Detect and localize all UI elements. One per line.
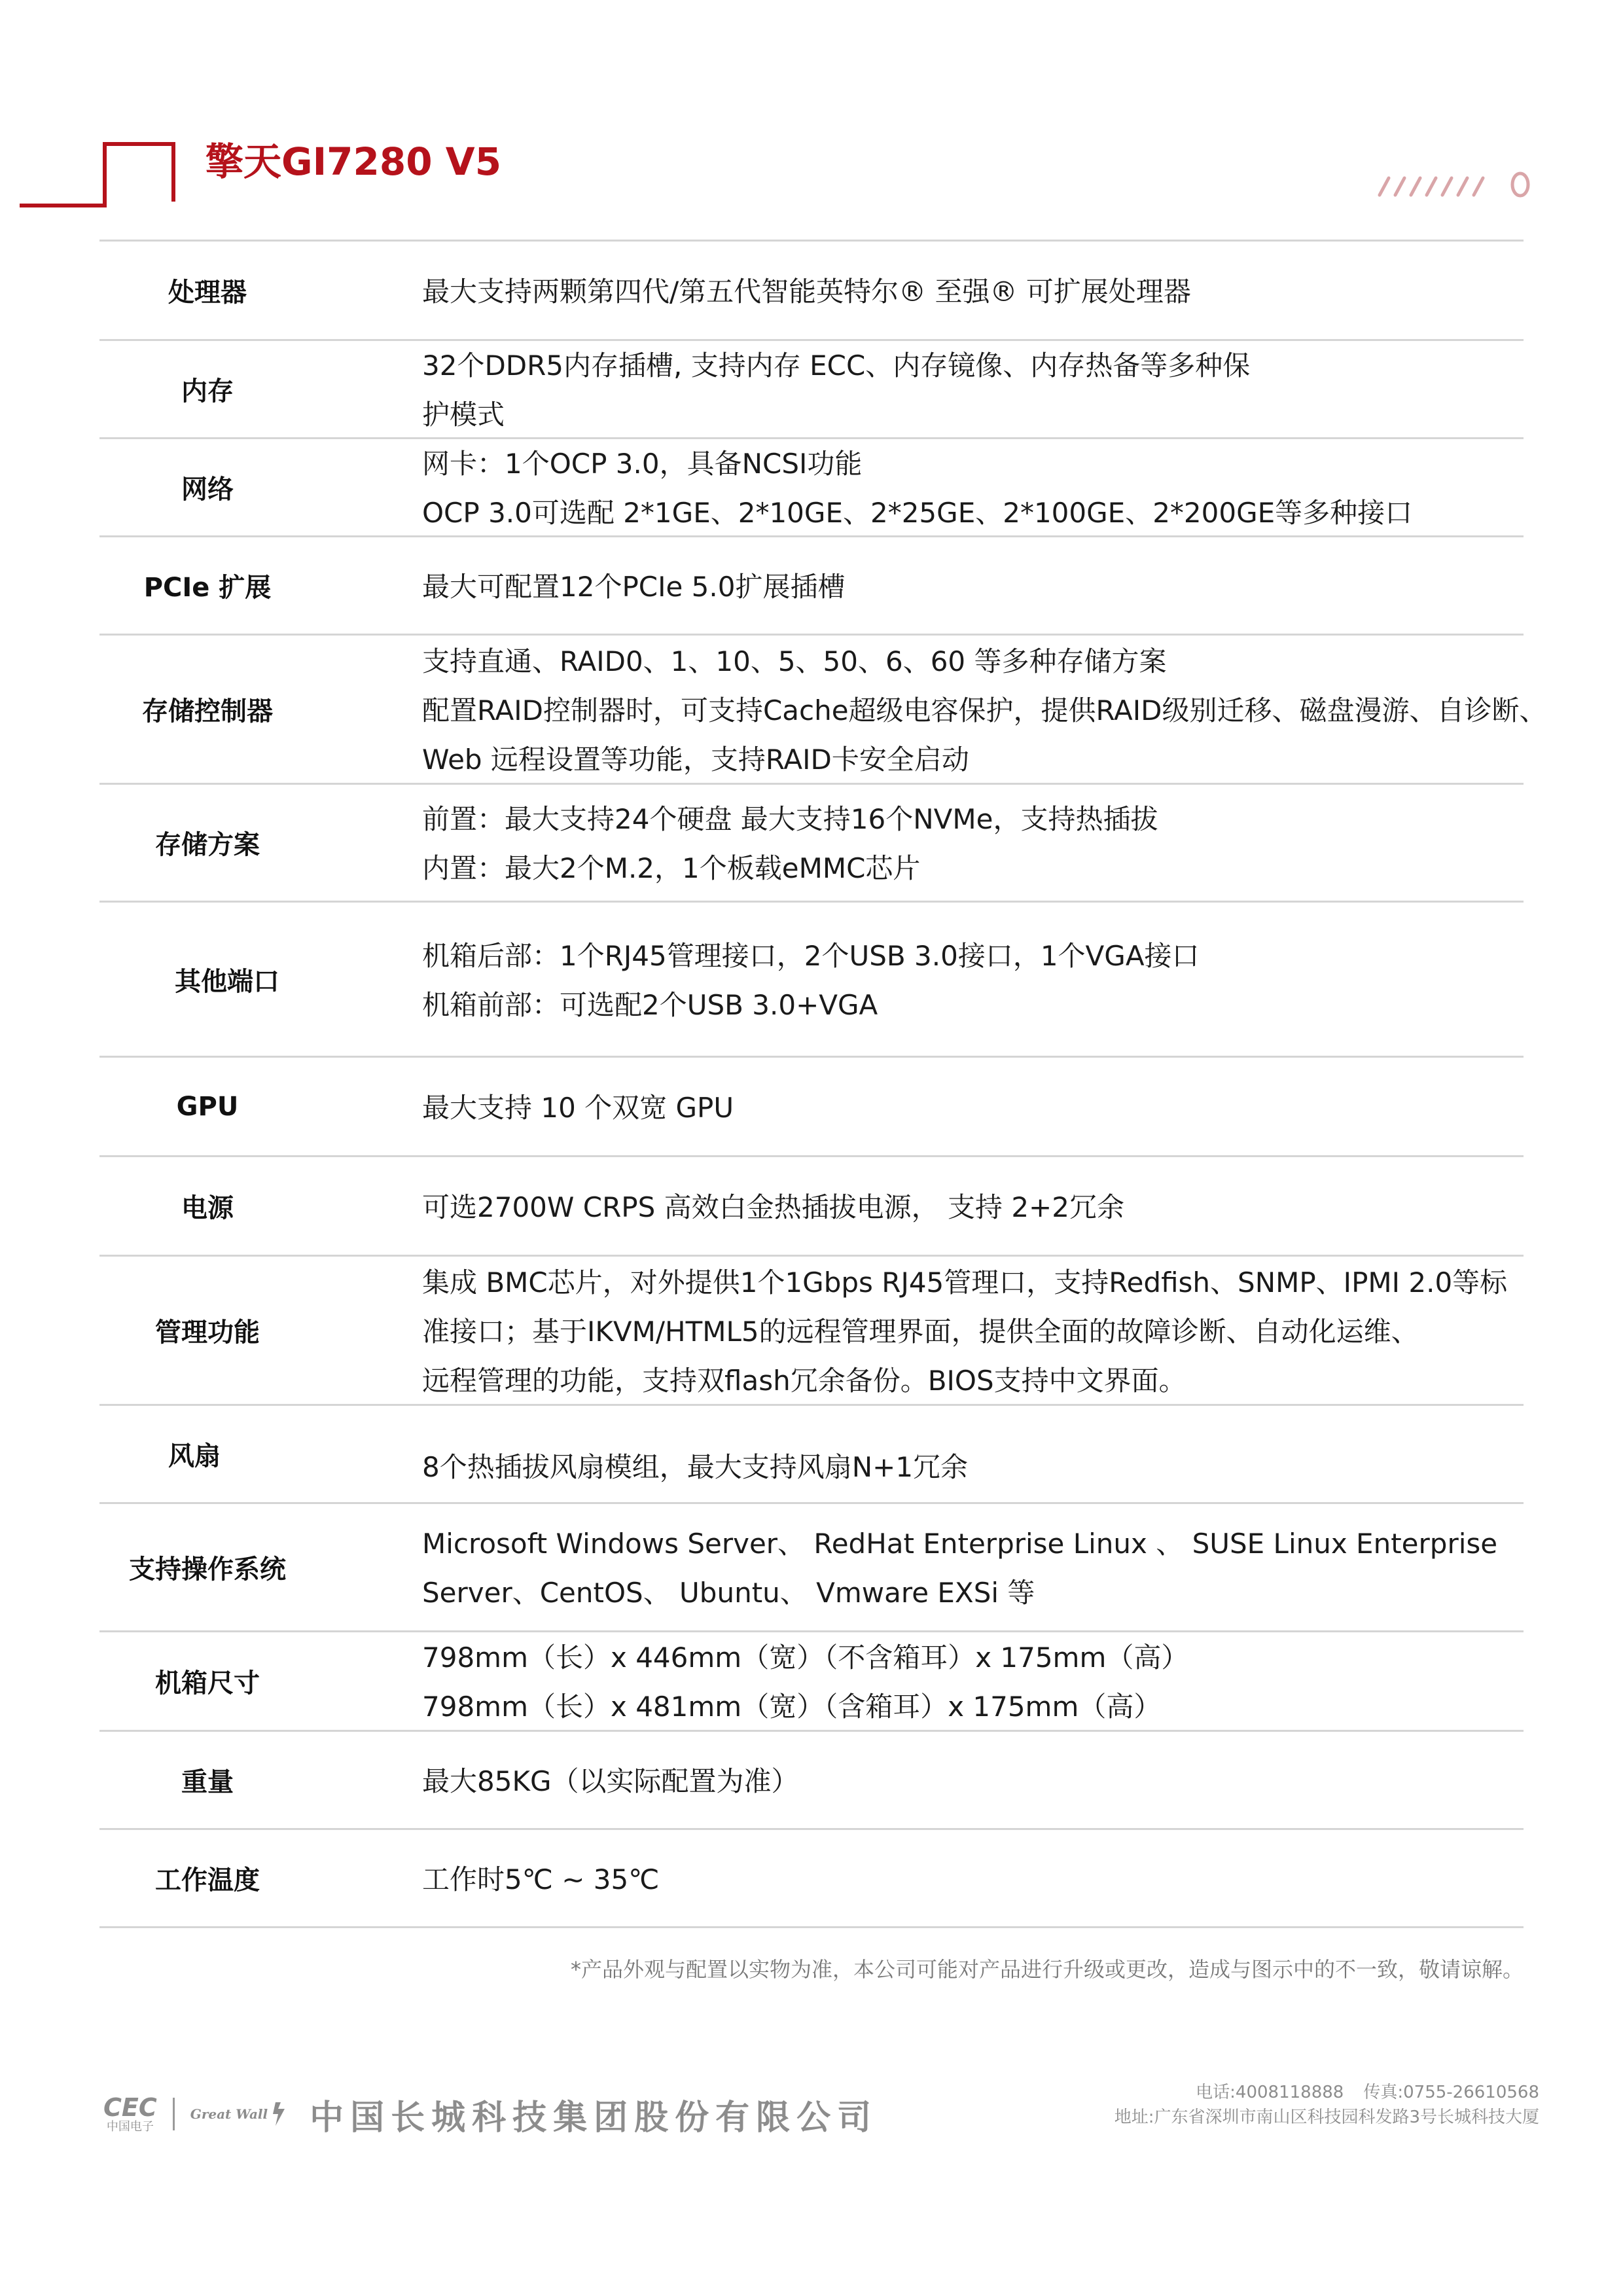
spec-value-line: 32个DDR5内存插槽, 支持内存 ECC、内存镜像、内存热备等多种保 <box>422 350 1251 382</box>
greatwall-brush-icon <box>270 2100 290 2128</box>
spec-value <box>422 795 1524 893</box>
cec-logo-subtext: 中国电子 <box>106 2120 154 2134</box>
greatwall-logo-text: Great Wall <box>190 2106 268 2122</box>
spec-row <box>99 242 1524 341</box>
spec-row <box>99 1632 1524 1732</box>
spec-value <box>422 1519 1524 1617</box>
spec-table <box>99 242 1547 1928</box>
cec-logo-text: CEC <box>103 2093 157 2122</box>
spec-value <box>422 1083 1524 1132</box>
spec-label: 内存 <box>181 376 234 406</box>
spec-value-line: 支持直通、RAID0、1、10、5、50、6、60 等多种存储方案 <box>422 645 1167 677</box>
contact-phone-fax <box>1115 2080 1539 2105</box>
spec-value-line: 8个热插拔风扇模组，最大支持风扇N+1冗余 <box>422 1450 969 1483</box>
spec-label: 重量 <box>181 1767 234 1797</box>
phone-number: 电话:4008118888 <box>1196 2083 1344 2102</box>
spec-value <box>422 1258 1524 1405</box>
spec-value-line: 798mm（长）x 446mm（宽）（不含箱耳）x 175mm（高） <box>422 1641 1189 1674</box>
greatwall-logo <box>190 2100 290 2128</box>
product-title: 擎天GI7280 V5 <box>205 139 502 184</box>
spec-value <box>422 1633 1524 1731</box>
fax-number: 传真:0755-26610568 <box>1363 2083 1539 2102</box>
spec-label: 其他端口 <box>175 966 279 997</box>
footer-logos <box>103 2088 878 2140</box>
spec-value-line: 远程管理的功能，支持双flash冗余备份。BIOS支持中文界面。 <box>422 1364 1186 1397</box>
spec-value-line: 内置：最大2个M.2，1个板载eMMC芯片 <box>422 852 921 884</box>
spec-value <box>422 562 1524 611</box>
spec-row <box>99 1157 1524 1257</box>
spec-row <box>99 439 1524 537</box>
spec-value-line: 机箱后部：1个RJ45管理接口，2个USB 3.0接口，1个VGA接口 <box>422 939 1200 972</box>
spec-value-line: Microsoft Windows Server、 RedHat Enterprise Linux 、 SUSE Linux Enterprise <box>422 1528 1498 1560</box>
spec-label: GPU <box>176 1091 239 1122</box>
spec-value-line: 798mm（长）x 481mm（宽）（含箱耳）x 175mm（高） <box>422 1691 1162 1723</box>
company-address: 地址:广东省深圳市南山区科技园科发路3号长城科技大厦 <box>1114 2108 1539 2127</box>
spec-value <box>422 1757 1524 1806</box>
spec-value-line: 最大支持两颗第四代/第五代智能英特尔® 至强® 可扩展处理器 <box>422 275 1191 308</box>
spec-value-line: 最大可配置12个PCIe 5.0扩展插槽 <box>422 570 846 603</box>
spec-label: 处理器 <box>168 278 247 308</box>
spec-label: 管理功能 <box>155 1318 260 1348</box>
spec-row <box>99 1406 1524 1504</box>
spec-value-line: 最大85KG（以实际配置为准） <box>422 1765 799 1797</box>
company-name: 中国长城科技集团股份有限公司 <box>310 2098 878 2138</box>
spec-value-line: 护模式 <box>422 399 505 431</box>
spec-value <box>422 1443 1524 1492</box>
spec-row <box>99 785 1524 903</box>
spec-row <box>99 903 1524 1058</box>
spec-value-line: 最大支持 10 个双宽 GPU <box>422 1091 734 1124</box>
contact-block <box>1115 2080 1539 2130</box>
spec-label: 机箱尺寸 <box>155 1668 260 1698</box>
spec-value <box>422 931 1524 1030</box>
spec-value <box>422 439 1524 537</box>
spec-label: 存储方案 <box>155 830 260 860</box>
spec-label: 存储控制器 <box>142 696 273 726</box>
logo-divider <box>173 2098 175 2130</box>
spec-value <box>422 341 1524 439</box>
spec-value <box>422 1183 1524 1232</box>
spec-value-line: 机箱前部：可选配2个USB 3.0+VGA <box>422 988 878 1021</box>
spec-row <box>99 1732 1524 1830</box>
spec-row <box>99 1058 1524 1157</box>
spec-value-line: 配置RAID控制器时，可支持Cache超级电容保护，提供RAID级别迁移、磁盘漫游、自诊断、 <box>422 694 1547 726</box>
spec-label: PCIe 扩展 <box>143 573 272 603</box>
spec-value-line: 集成 BMC芯片，对外提供1个1Gbps RJ45管理口，支持Redfish、SNMP、IPMI 2.0等标 <box>422 1266 1508 1299</box>
spec-value-line: Web 远程设置等功能，支持RAID卡安全启动 <box>422 743 969 776</box>
disclaimer-footnote: *产品外观与配置以实物为准，本公司可能对产品进行升级或更改，造成与图示中的不一致，敬请谅解。 <box>570 1957 1524 1982</box>
spec-row <box>99 636 1547 785</box>
spec-value-line: 网卡：1个OCP 3.0，具备NCSI功能 <box>422 448 863 480</box>
spec-row <box>99 1257 1524 1406</box>
spec-value-line: Server、CentOS、 Ubuntu、 Vmware EXSi 等 <box>422 1577 1035 1609</box>
spec-value <box>422 267 1524 316</box>
spec-label: 网络 <box>181 475 234 505</box>
spec-value-line: OCP 3.0可选配 2*1GE、2*10GE、2*25GE、2*100GE、2*200GE等多种接口 <box>422 497 1413 529</box>
spec-row <box>99 1504 1524 1632</box>
cec-logo <box>103 2095 157 2133</box>
spec-value <box>422 1855 1524 1904</box>
spec-label: 工作温度 <box>155 1865 260 1895</box>
spec-value-line: 工作时5℃ ~ 35℃ <box>422 1863 660 1895</box>
spec-row <box>99 1830 1524 1928</box>
spec-value-line: 前置：最大支持24个硬盘 最大支持16个NVMe，支持热插拔 <box>422 803 1158 835</box>
spec-row <box>99 341 1524 439</box>
spec-row <box>99 537 1524 636</box>
spec-label: 支持操作系统 <box>129 1554 286 1585</box>
spec-value <box>422 637 1547 784</box>
spec-label: 风扇 <box>168 1441 221 1471</box>
spec-value-line: 准接口；基于IKVM/HTML5的远程管理界面，提供全面的故障诊断、自动化运维、 <box>422 1315 1419 1348</box>
spec-value-line: 可选2700W CRPS 高效白金热插拔电源， 支持 2+2冗余 <box>422 1191 1124 1223</box>
spec-label: 电源 <box>181 1193 234 1223</box>
